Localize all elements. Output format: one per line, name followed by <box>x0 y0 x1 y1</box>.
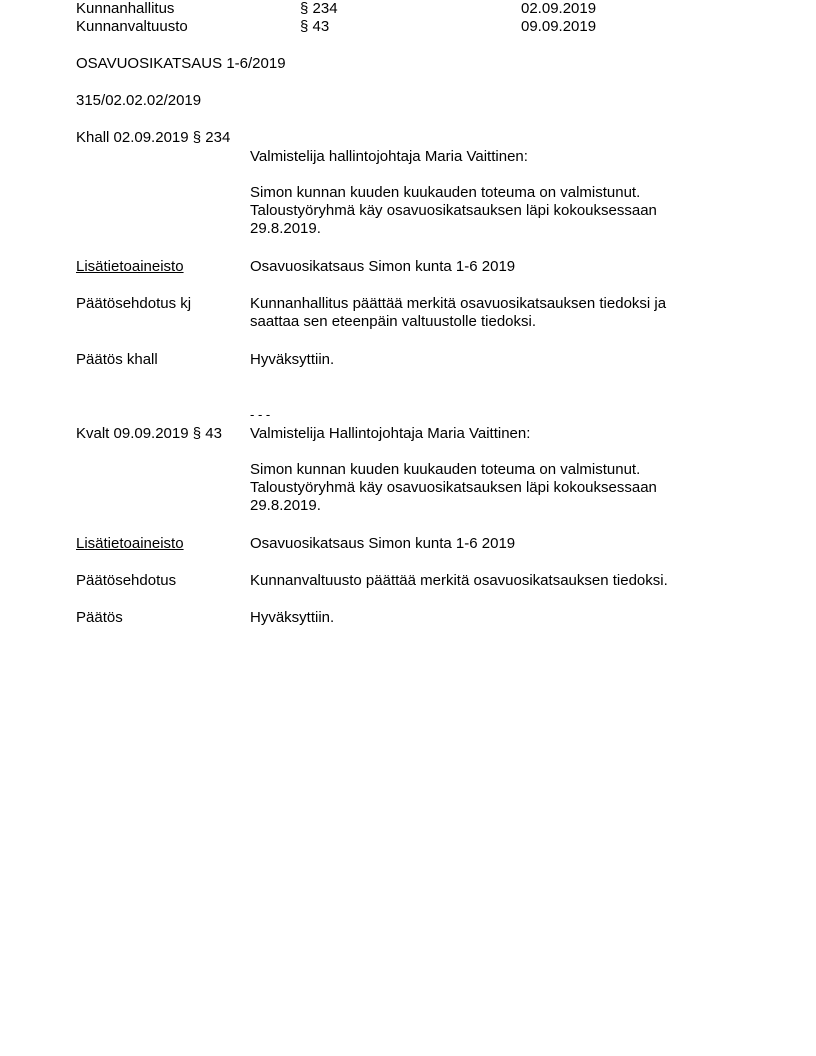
kvalt-decision-label: Päätös <box>76 609 123 626</box>
khall-body-line: Simon kunnan kuuden kuukauden toteuma on valmistunut. <box>250 184 641 201</box>
khall-attachment-text: Osavuosikatsaus Simon kunta 1-6 2019 <box>250 258 516 275</box>
khall-meeting-label: Khall 02.09.2019 § 234 <box>76 129 231 146</box>
header-body-1: Kunnanhallitus <box>76 0 175 17</box>
khall-decision-label: Päätös khall <box>76 351 158 368</box>
khall-proposal-label: Päätösehdotus kj <box>76 295 192 312</box>
khall-proposal-line: Kunnanhallitus päättää merkitä osavuosikatsauksen tiedoksi ja <box>250 295 667 312</box>
kvalt-body-line: Taloustyöryhmä käy osavuosikatsauksen läpi kokouksessaan <box>250 479 657 496</box>
kvalt-proposal-text: Kunnanvaltuusto päättää merkitä osavuosikatsauksen tiedoksi. <box>250 572 668 589</box>
khall-attachment-link[interactable]: Lisätietoaineisto <box>76 258 184 275</box>
kvalt-body-line: 29.8.2019. <box>250 497 321 514</box>
header-date-1: 02.09.2019 <box>521 0 597 17</box>
khall-body-line: Taloustyöryhmä käy osavuosikatsauksen läpi kokouksessaan <box>250 202 657 219</box>
kvalt-meeting-label: Kvalt 09.09.2019 § 43 <box>76 425 222 442</box>
header-body-2: Kunnanvaltuusto <box>76 18 188 35</box>
kvalt-body <box>250 461 657 515</box>
kvalt-proposal-label: Päätösehdotus <box>76 572 177 589</box>
kvalt-attachment-link[interactable]: Lisätietoaineisto <box>76 535 184 552</box>
kvalt-decision-text: Hyväksyttiin. <box>250 609 335 626</box>
khall-body <box>250 184 657 238</box>
header-section-1: § 234 <box>300 0 338 17</box>
section-separator: - - - <box>250 407 271 422</box>
khall-decision-text: Hyväksyttiin. <box>250 351 335 368</box>
header-section-2: § 43 <box>300 18 330 35</box>
kvalt-attachment-text: Osavuosikatsaus Simon kunta 1-6 2019 <box>250 535 516 552</box>
khall-preparer: Valmistelija hallintojohtaja Maria Vaittinen: <box>250 148 528 165</box>
khall-proposal-line: saattaa sen eteenpäin valtuustolle tiedoksi. <box>250 313 537 330</box>
header-date-2: 09.09.2019 <box>521 18 597 35</box>
khall-body-line: 29.8.2019. <box>250 220 321 237</box>
kvalt-body-line: Simon kunnan kuuden kuukauden toteuma on valmistunut. <box>250 461 641 478</box>
reference-number: 315/02.02.02/2019 <box>76 92 202 109</box>
document-title: OSAVUOSIKATSAUS 1-6/2019 <box>76 55 286 72</box>
khall-proposal <box>250 295 666 331</box>
kvalt-preparer: Valmistelija Hallintojohtaja Maria Vaittinen: <box>250 425 531 442</box>
